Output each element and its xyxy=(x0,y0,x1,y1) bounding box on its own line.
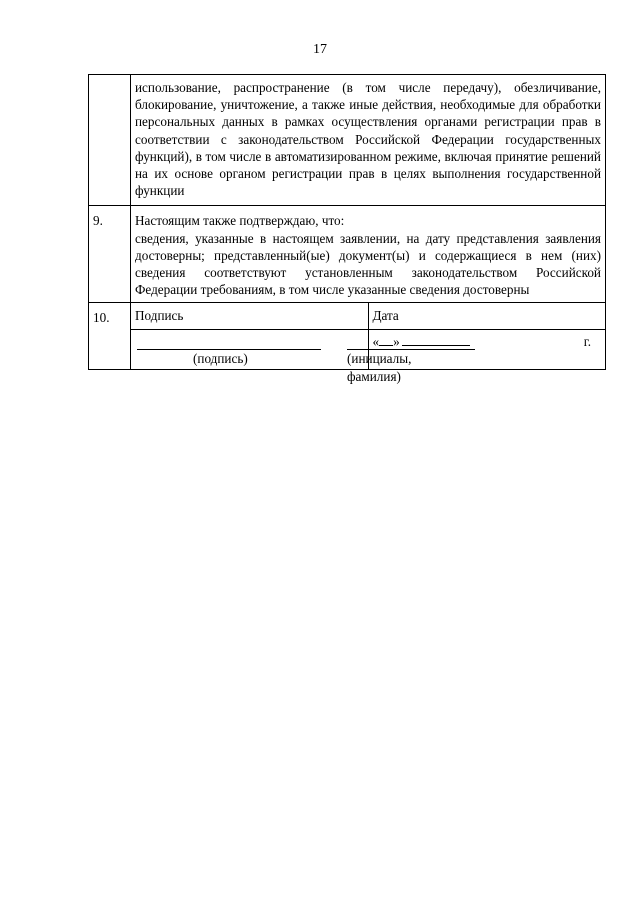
date-cell xyxy=(368,303,606,370)
name-caption: (инициалы, фамилия) xyxy=(347,351,412,384)
confirmation-heading: Настоящим также подтверждаю, что: xyxy=(135,213,345,229)
application-form-table xyxy=(88,74,606,384)
page-number: 17 xyxy=(313,42,327,57)
divider xyxy=(369,329,606,330)
row-text xyxy=(131,75,606,206)
date-close-quote: » xyxy=(393,334,400,350)
row-text xyxy=(131,206,606,303)
year-suffix: г. xyxy=(583,334,591,350)
signature-row xyxy=(89,303,606,370)
table-row xyxy=(89,75,606,206)
day-blank[interactable] xyxy=(379,333,393,346)
table-row xyxy=(89,206,606,303)
row-number: 10. xyxy=(89,303,131,370)
date-label: Дата xyxy=(372,308,399,324)
date-open-quote: « xyxy=(372,334,380,350)
row-number: 9. xyxy=(89,206,131,303)
month-blank[interactable] xyxy=(402,333,470,346)
divider xyxy=(131,329,368,330)
confirmation-text: сведения, указанные в настоящем заявлении, на дату представления заявления достоверны; представленный(ые) документ(ы) и содержащиеся в нем (них) сведения соответствуют установленным законодательством Российской Федерации требованиям, в том числе указанные сведения достоверны xyxy=(135,230,601,298)
signature-label: Подпись xyxy=(135,308,184,324)
date-field[interactable] xyxy=(373,333,602,350)
signature-caption: (подпись) xyxy=(193,351,248,367)
row-number xyxy=(89,75,131,206)
consent-continuation-text: использование, распространение (в том числе передачу), обезличивание, блокирование, уничтожение, а также иные действия, необходимые для обработки персональных данных в рамках осуществления органами регистрации прав в соответствии с законодательством Российской Федерации государственных функций), в том числе в автоматизированном режиме, включая принятие решений на их основе органом регистрации прав в целях выполнения государственной функции xyxy=(135,80,601,199)
